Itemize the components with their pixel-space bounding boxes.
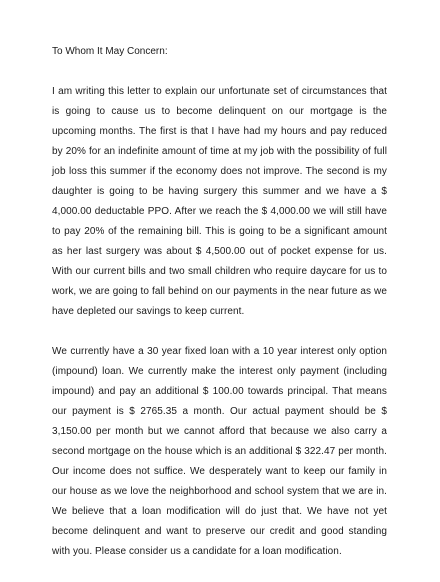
paragraph-circumstances: I am writing this letter to explain our unfortunate set of circumstances that is going to cause us to become delinquent on our mortgage is the upcoming months. The first is that I have had my hours and pay reduced by 20% for an indefinite amount of time at my job with the possibility of full job loss this summer if the economy does not improve. The second is my daughter is going to be having surgery this summer and we have a $ 4,000.00 deductable PPO. After we reach the $ 4,000.00 we will still have to pay 20% of the remaining bill. This is going to be a significant amount as her last surgery was about $ 4,500.00 out of pocket expense for us. With our current bills and two small children who require daycare for us to work, we are going to fall behind on our payments in the near future as we have depleted our savings to keep current. (52, 86, 387, 317)
salutation: To Whom It May Concern: (52, 46, 168, 57)
letter-body (52, 42, 387, 582)
paragraph-loan-details: We currently have a 30 year fixed loan with a 10 year interest only option (impound) loan. We currently make the interest only payment (including impound) and pay an additional $ 100.00 towards principal. That means our payment is $ 2765.35 a month. Our actual payment should be $ 3,150.00 per month but we cannot afford that because we also carry a second mortgage on the house which is an additional $ 322.47 per month. Our income does not suffice. We desperately want to keep our family in our house as we love the neighborhood and school system that we are in. We believe that a loan modification will do just that. We have not yet become delinquent and want to preserve our credit and good standing with you. Please consider us a candidate for a loan modification. (52, 346, 387, 557)
